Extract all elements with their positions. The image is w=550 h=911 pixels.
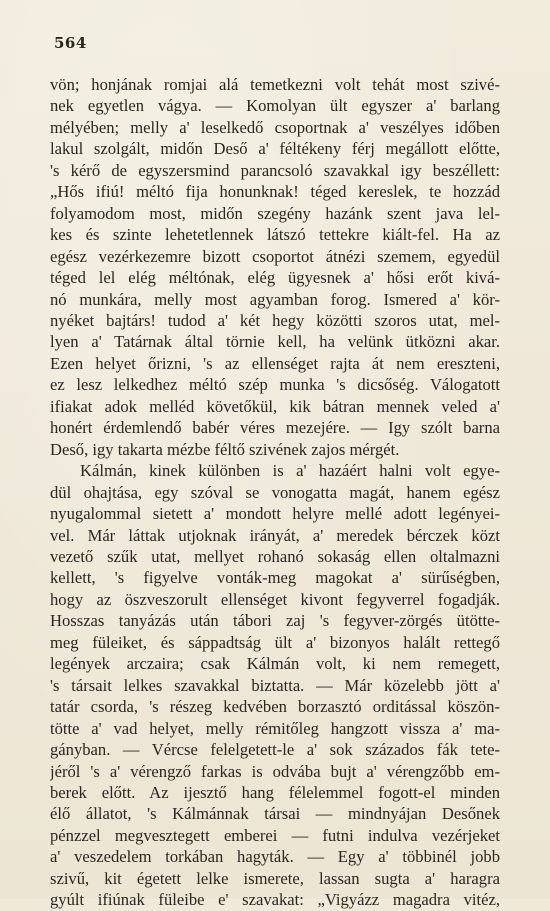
text-line: Hosszas tanyázás után tábori zaj 's fegyver-zörgés ütötte-	[50, 611, 500, 631]
text-line: jéről 's a' vérengző farkas is odvába bujt a' vérengzőbb em-	[50, 761, 500, 781]
text-line: nyéket bajtárs! tudod a' két hegy közötti szoros utat, mel-	[50, 310, 500, 330]
page-number: 564	[54, 34, 87, 52]
text-line: dül ohajtása, egy szóval se vonogatta magát, hanem egész	[50, 482, 500, 502]
text-line: nyugalommal sietett a' mondott helyre mellé adott legényei-	[50, 504, 500, 524]
text-line: vezető szűk utat, mellyet rohanó sokaság ellen oltalmazni	[50, 546, 500, 566]
text-line: élő állatot, 's Kálmánnak társai — mindnyájan Desőnek	[50, 804, 500, 824]
text-line: tatár csorda, 's részeg kedvében borzasztó orditással köszön-	[50, 697, 500, 717]
text-line: legények arczaira; csak Kálmán volt, ki nem remegett,	[50, 654, 500, 674]
text-line: pénzzel megvesztegett emberei — futni indulva vezérjeket	[50, 825, 500, 845]
text-line: lakul szolgált, midőn Deső a' féltékeny férj megállott előtte,	[50, 139, 500, 159]
text-line: Deső, igy takarta mézbe féltő szivének zajos mérgét.	[50, 439, 400, 459]
text-line: szivű, kit égetett lelke ismerete, lassan sugta a' haragra	[50, 868, 500, 888]
text-line: 's társait lelkes szavakkal biztatta. — Már közelebb jött a'	[50, 675, 500, 695]
text-line: meg füleiket, és sáppadtság ült a' bizonyos halált rettegő	[50, 632, 500, 652]
text-line: téged lel elég méltónak, elég ügyesnek a' hősi erőt kivá-	[50, 268, 500, 288]
text-line: folyamodom most, midőn szegény hazánk szent java lel-	[50, 203, 500, 223]
text-line: tötte a' vad helyet, melly rémitőleg hangzott vissza a' ma-	[50, 718, 500, 738]
text-line: lyen a' Tatárnak által törnie kell, ha velünk ütközni akar.	[50, 332, 500, 352]
text-line: nó munkára, melly most agyamban forog. Ismered a' kör-	[50, 289, 500, 309]
body-text	[50, 74, 500, 911]
text-line: kellett, 's figyelve vonták-meg magokat a' sürűségben,	[50, 568, 500, 588]
text-line: nek egyetlen vágya. — Komolyan ült egyszer a' barlang	[50, 96, 500, 116]
text-line: gyúlt ifiúnak füleibe e' szavakat: „Vigyázz magadra vitéz,	[50, 890, 500, 910]
text-line: kes és szinte lehetetlennek látszó tettekre kiált-fel. Ha az	[50, 225, 500, 245]
text-line: Kálmán, kinek különben is a' hazáért halni volt egye-	[80, 461, 500, 481]
text-line: hogy az öszveszorult ellenséget kivont fegyverrel fogadják.	[50, 589, 500, 609]
text-line: egész vezérkezemre bizott csoportot átnézi szemem, egyedül	[50, 246, 500, 266]
text-line: 's kérő de egyszersmind parancsoló szavakkal igy beszéllett:	[50, 160, 500, 180]
text-line: ifiakat adok melléd követőkül, kik bátran mennek veled a'	[50, 396, 500, 416]
text-line: „Hős ifiú! méltó fija honunknak! téged kereslek, te hozzád	[50, 182, 500, 202]
text-line: ez lesz lelkedhez méltó szép munka 's dicsőség. Válogatott	[50, 375, 500, 395]
text-line: a' veszedelem torkában hagyták. — Egy a' többinél jobb	[50, 847, 500, 867]
text-line: mélyében; melly a' leselkedő csoportnak a' veszélyes időben	[50, 117, 500, 137]
text-line: Ezen helyet őrizni, 's az ellenséget rajta át nem ereszteni,	[50, 353, 500, 373]
text-line: vön; honjának romjai alá temetkezni volt tehát most szivé-	[50, 75, 500, 94]
text-line: gányban. — Vércse felelgetett-le a' sok százados fák tete-	[50, 740, 500, 760]
text-line: berek előtt. Az ijesztő hang félelemmel fogott-el minden	[50, 782, 500, 802]
text-line: vel. Már láttak utjoknak irányát, a' meredek bérczek közt	[50, 525, 500, 545]
text-line: honért érdemlendő babér véres mezejére. — Igy szólt barna	[50, 418, 500, 438]
